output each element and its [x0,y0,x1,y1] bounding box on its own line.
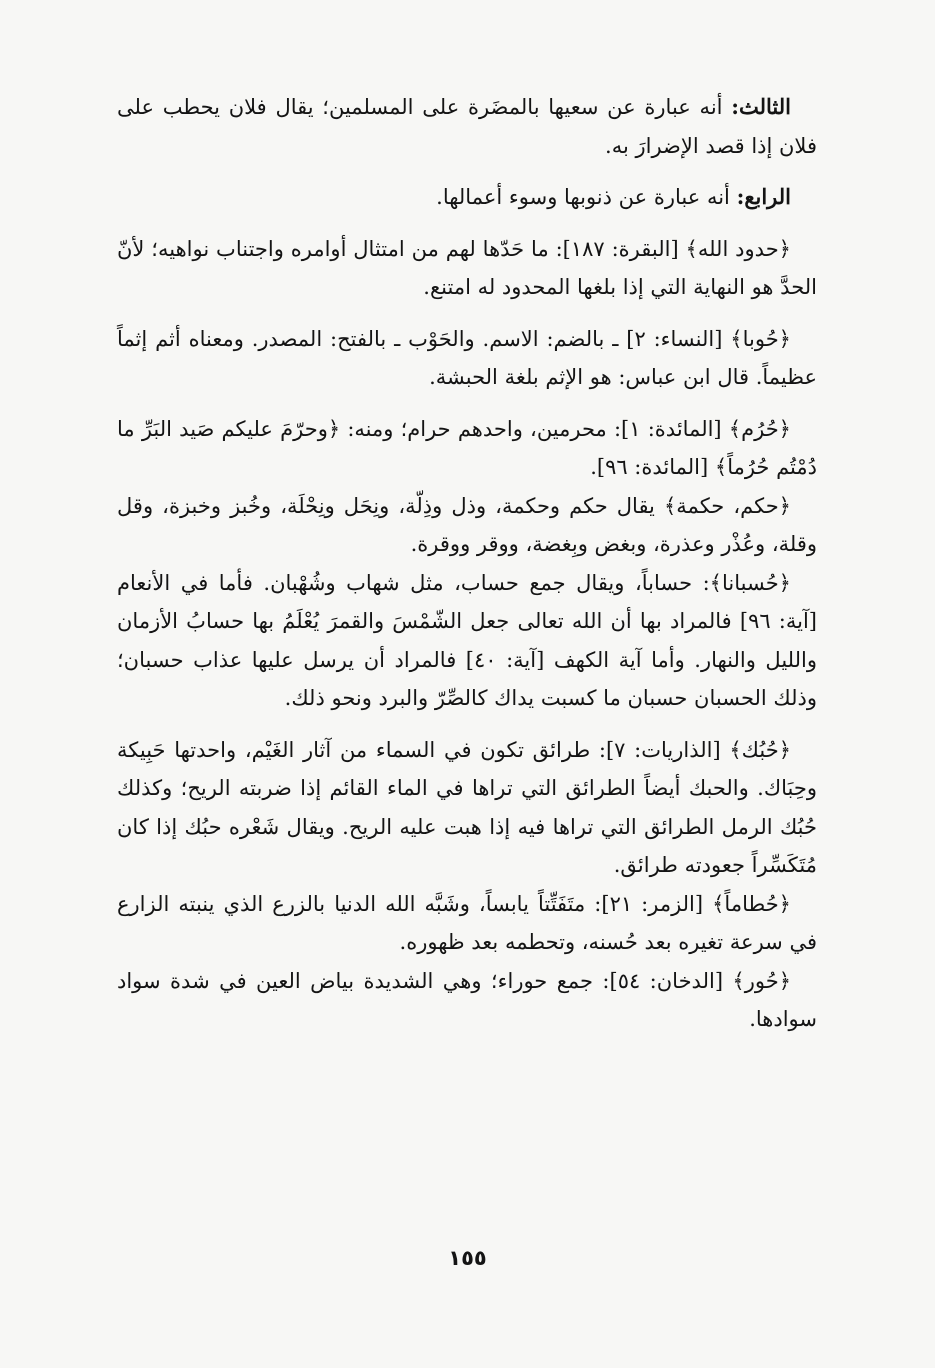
entry-hudud [117,230,817,307]
paragraph-text: ﴿حدود الله﴾ [البقرة: ١٨٧]: ما حَدّها لهم من امتثال أوامره واجتناب نواهيه؛ لأنّ الحدَّ هو النهاية التي إذا بلغها المحدود له امتنع. [117,236,817,299]
paragraph-fourth [117,178,817,217]
paragraph-text: ﴿حُسبانا﴾: حساباً، ويقال جمع حساب، مثل شهاب وشُهْبان. فأما في الأنعام [آية: ٩٦] فالمراد بها أن الله تعالى جعل الشّمْسَ والقمرَ يُعْلَمُ بها حسابُ الأزمان والليل والنهار. وأما آية الكهف [آية: ٤٠] فالمراد أن يرسل عليها عذاب حسبان؛ وذلك الحسبان حسبان ما كسبت يداك كالصِّرّ والبرد ونحو ذلك. [117,570,818,710]
entry-hubuk [117,731,817,885]
paragraph-text: ﴿حُوبا﴾ [النساء: ٢] ـ بالضم: الاسم. والحَوْب ـ بالفتح: المصدر. ومعناه أثم إثماً عظيماً. قال ابن عباس: هو الإثم بلغة الحبشة. [117,326,817,389]
paragraph-text: ﴿حكم، حكمة﴾ يقال حكم وحكمة، وذل وذِلّة، ونِحَل ونِحْلَة، وخُبز وخبزة، وقل وقلة، وعُذْر وعذرة، وبغض وبِغضة، ووقر ووقرة. [117,493,817,556]
paragraph-text: أنه عبارة عن سعيها بالمضَرة على المسلمين؛ يقال فلان يحطب على فلان إذا قصد الإضرارَ به. [117,95,817,158]
paragraph-text: ﴿حُطاماً﴾ [الزمر: ٢١]: متَفَتِّتاً يابساً، وشَبَّه الله الدنيا بالزرع الذي ينبته الزارع في سرعة تغيره بعد حُسنه، وتحطمه بعد ظهوره. [117,891,817,954]
paragraph-text: ﴿حُور﴾ [الدخان: ٥٤]: جمع حوراء؛ وهي الشديدة بياض العين في شدة سواد سوادها. [117,968,817,1031]
paragraph-lead: الثالث: [731,94,791,119]
entry-husban [117,564,817,718]
entry-hurum [117,410,817,487]
page-number: ١٥٥ [448,1246,487,1270]
paragraph-text: ﴿حُبُك﴾ [الذاريات: ٧]: طرائق تكون في السماء من آثار الغَيْم، واحدتها حَبِيكة وحِبَاك. والحبك أيضاً الطرائق التي تراها في الماء القائم إذا ضربته الريح؛ وكذلك حُبُك الرمل الطرائق التي تراها فيه إذا هبت عليه الريح. ويقال شَعْره حبُك إذا كان مُتَكَسِّراً جعودته طرائق. [117,737,817,877]
page-text [117,88,817,1039]
entry-hur [117,962,817,1039]
paragraph-text: أنه عبارة عن ذنوبها وسوء أعمالها. [436,185,737,209]
paragraph-lead: الرابع: [736,184,791,209]
entry-hikma [117,487,817,564]
paragraph-third [117,88,817,165]
paragraph-text: ﴿حُرُم﴾ [المائدة: ١]: محرمين، واحدهم حرام؛ ومنه: ﴿وحرّمَ عليكم صَيد البَرِّ ما دُمْتُم حُرُماً﴾ [المائدة: ٩٦]. [117,416,817,479]
entry-huba [117,320,817,397]
entry-hutam [117,885,817,962]
